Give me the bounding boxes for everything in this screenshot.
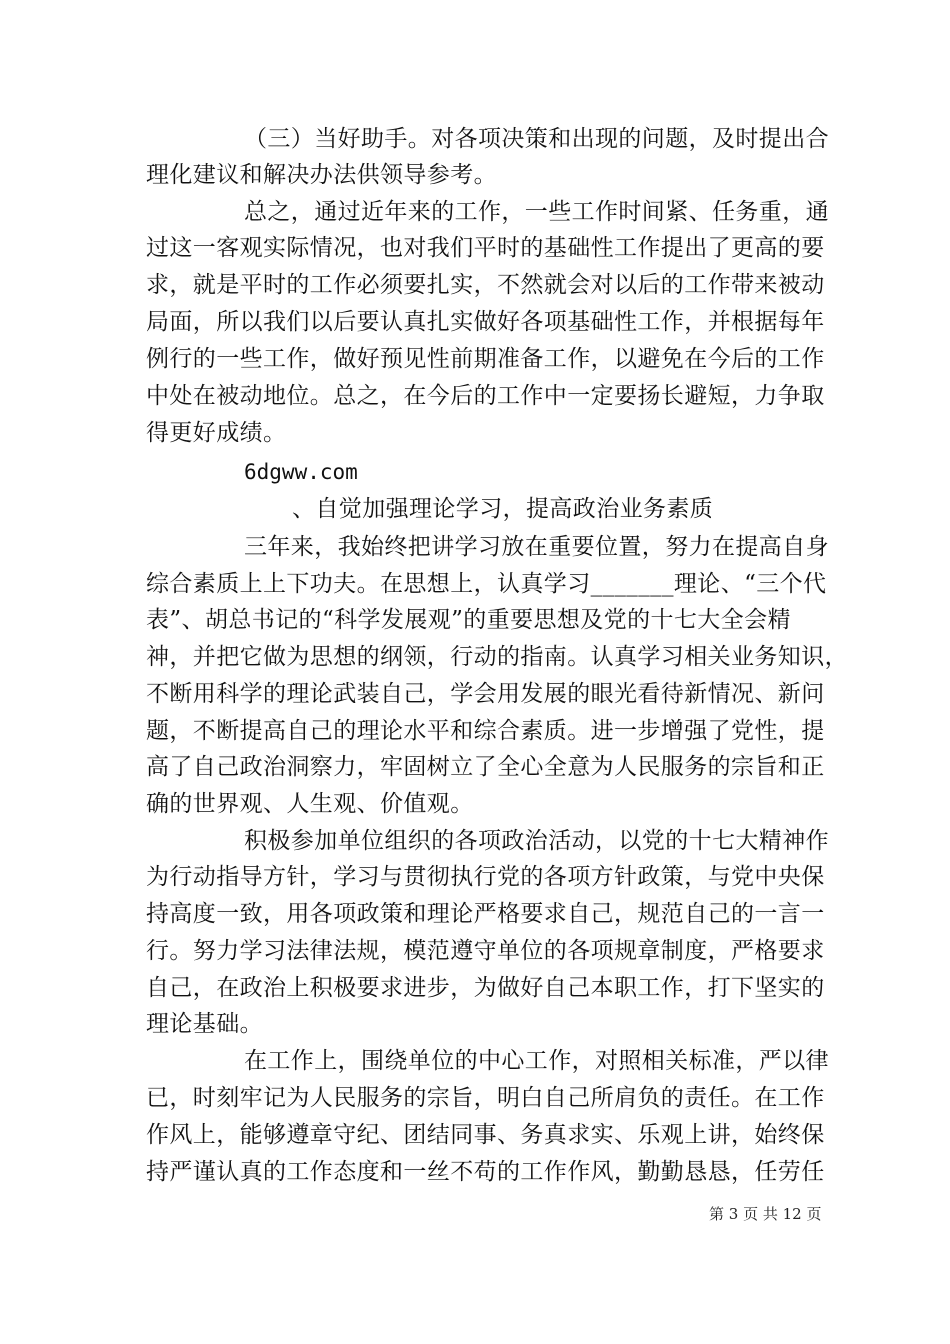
- text-line: 得更好成绩。: [146, 420, 287, 446]
- text-line: 高了自己政治洞察力，牢固树立了全心全意为人民服务的宗旨和正: [146, 754, 825, 780]
- text-line: 局面，所以我们以后要认真扎实做好各项基础性工作，并根据每年: [146, 309, 825, 335]
- text-line: 在工作上，围绕单位的中心工作，对照相关标准，严以律: [244, 1048, 829, 1074]
- text-line: 积极参加单位组织的各项政治活动，以党的十七大精神作: [244, 828, 829, 854]
- website-url: 6dgww.com: [244, 460, 358, 484]
- text-line: 过这一客观实际情况，也对我们平时的基础性工作提出了更高的要: [146, 235, 825, 261]
- text-line: 综合素质上上下功夫。在思想上，认真学习_______理论、“三个代: [146, 571, 827, 597]
- text-line: 确的世界观、人生观、价值观。: [146, 791, 474, 817]
- text-line: 持严谨认真的工作态度和一丝不苟的工作作风，勤勤恳恳，任劳任: [146, 1159, 825, 1185]
- text-line: （三）当好助手。对各项决策和出现的问题，及时提出合: [244, 126, 829, 152]
- text-line: 为行动指导方针，学习与贯彻执行党的各项方针政策，与党中央保: [146, 864, 825, 890]
- text-line: 行。努力学习法律法规，模范遵守单位的各项规章制度，严格要求: [146, 938, 825, 964]
- text-line: 题，不断提高自己的理论水平和综合素质。进一步增强了党性，提: [146, 718, 825, 744]
- text-line: 理论基础。: [146, 1011, 263, 1037]
- text-line: 三年来，我始终把讲学习放在重要位置，努力在提高自身: [244, 534, 829, 560]
- section-heading: 、自觉加强理论学习，提高政治业务素质: [292, 496, 714, 522]
- text-line: 持高度一致，用各项政策和理论严格要求自己，规范自己的一言一: [146, 901, 825, 927]
- text-line: 求，就是平时的工作必须要扎实，不然就会对以后的工作带来被动: [146, 272, 825, 298]
- text-line: 作风上，能够遵章守纪、团结同事、务真求实、乐观上讲，始终保: [146, 1122, 825, 1148]
- text-line: 已，时刻牢记为人民服务的宗旨，明白自己所肩负的责任。在工作: [146, 1085, 825, 1111]
- text-line: 神，并把它做为思想的纲领，行动的指南。认真学习相关业务知识，: [146, 644, 848, 670]
- text-line: 例行的一些工作，做好预见性前期准备工作，以避免在今后的工作: [146, 346, 825, 372]
- page-number: 第 3 页 共 12 页: [709, 1205, 822, 1223]
- text-line: 理化建议和解决办法供领导参考。: [146, 162, 497, 188]
- text-line: 中处在被动地位。总之，在今后的工作中一定要扬长避短，力争取: [146, 383, 825, 409]
- text-line: 不断用科学的理论武装自己，学会用发展的眼光看待新情况、新问: [146, 681, 825, 707]
- text-line: 总之，通过近年来的工作，一些工作时间紧、任务重，通: [244, 199, 829, 225]
- text-line: 自己，在政治上积极要求进步，为做好自己本职工作，打下坚实的: [146, 975, 825, 1001]
- text-line: 表”、胡总书记的“科学发展观”的重要思想及党的十七大全会精: [146, 607, 791, 633]
